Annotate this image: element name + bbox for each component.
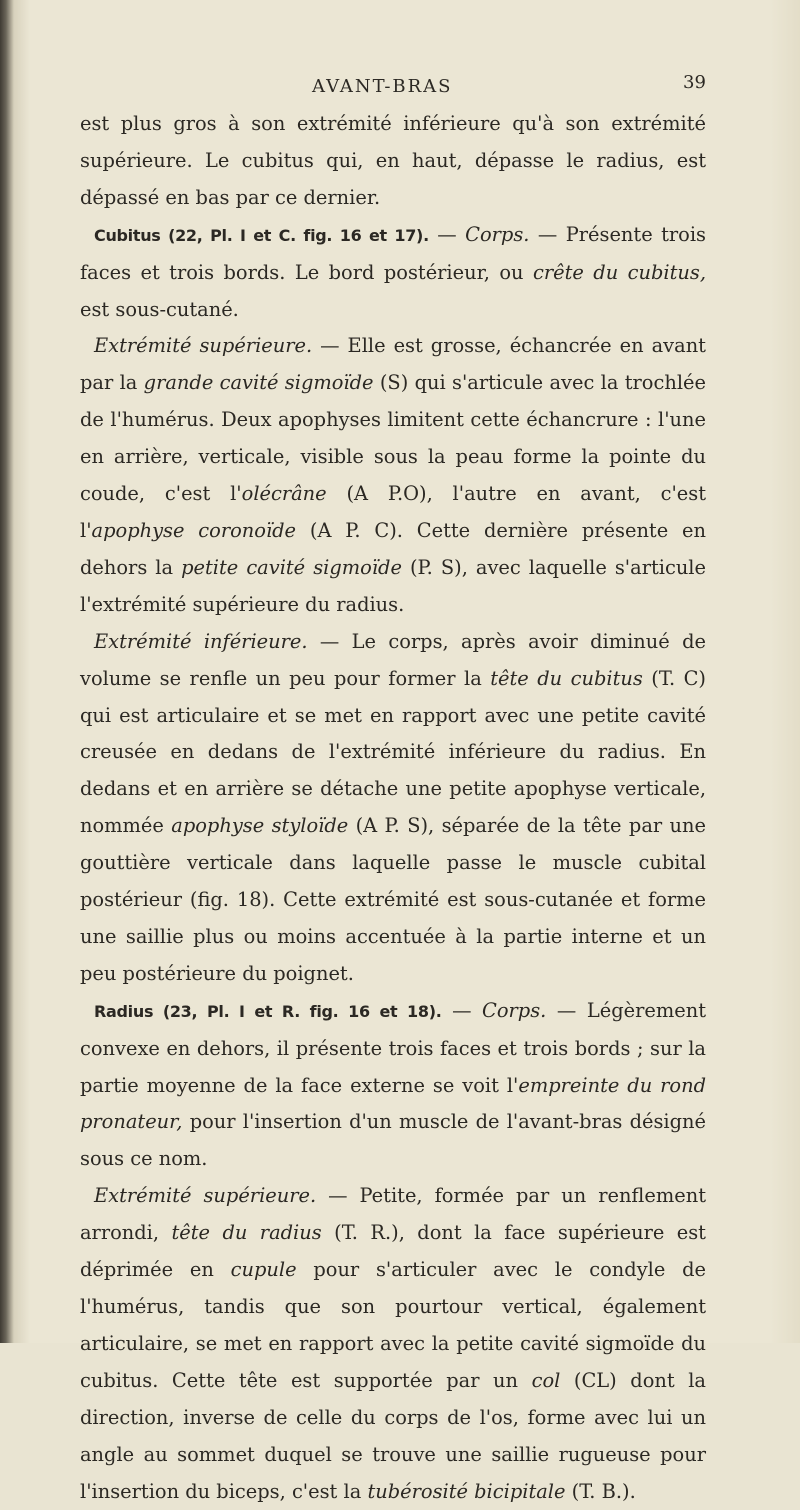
italic-term: cupule <box>230 1258 297 1282</box>
paragraph <box>80 1178 706 1510</box>
text-run: est sous-cutané. <box>80 297 239 321</box>
section-heading: Cubitus (22, Pl. I et C. fig. 16 et 17). <box>94 225 429 245</box>
text-run: (A P. S), séparée de la tête par une gouttière verticale dans laquelle passe le muscle cubital postérieur (fig. 18). Cette extrémité est sous-cutanée et forme une saillie plus ou moins accentuée à la partie interne et un peu postérieure du poignet. <box>80 814 706 985</box>
text-run: (T. C) qui est articulaire et se met en rapport avec une petite cavité creusée en dedans de l'extrémité inférieure du radius. En dedans et en arrière se détache une petite apophyse verticale, nommée <box>80 666 706 838</box>
text-run: — Le corps, après avoir diminué de volume se renfle un peu pour former la <box>80 629 706 690</box>
paragraph <box>80 993 706 1179</box>
italic-term: col <box>531 1368 561 1392</box>
italic-term: grande cavité sigmoïde <box>143 371 374 395</box>
text-run: — Légèrement convexe en dehors, il présente trois faces et trois bords ; sur la partie moyenne de la face externe se voit l' <box>80 998 706 1097</box>
text-run: — <box>428 222 466 246</box>
text-run: pour s'articuler avec le condyle de l'humérus, tandis que son pourtour vertical, également articulaire, se met en rapport avec la petite cavité sigmoïde du cubitus. Cette tête est supportée par un <box>80 1258 706 1392</box>
italic-term: Extrémité supérieure. <box>94 1184 317 1208</box>
page-header <box>0 72 800 102</box>
text-run: est plus gros à son extrémité inférieure qu'à son extrémité supérieure. Le cubitus qui, en haut, dépasse le radius, est dépassé en bas par ce dernier. <box>80 112 706 209</box>
italic-term: tête du cubitus <box>490 666 643 690</box>
paragraph <box>80 106 706 217</box>
italic-term: Corps. <box>482 998 547 1022</box>
italic-term: petite cavité sigmoïde <box>181 555 402 579</box>
text-run: — <box>441 998 483 1022</box>
text-run: (CL) dont la direction, inverse de celle du corps de l'os, forme avec lui un angle au sommet duquel se trouve une saillie rugueuse pour l'insertion du biceps, c'est la <box>80 1368 706 1503</box>
text-run: (P. S), avec laquelle s'articule l'extrémité supérieure du radius. <box>80 555 706 616</box>
text-run: (T. B.). <box>565 1479 636 1503</box>
page-number: 39 <box>683 72 706 93</box>
text-run: (A P.O), l'autre en avant, c'est l' <box>80 482 707 542</box>
italic-term: Corps. <box>465 222 530 246</box>
italic-term: Extrémité supérieure. <box>94 334 313 358</box>
text-run: pour l'insertion d'un muscle de l'avant-bras désigné sous ce nom. <box>80 1110 706 1171</box>
text-run: — Elle est grosse, échancrée en avant par la <box>80 334 706 395</box>
body-text <box>80 106 706 1510</box>
section-heading: Radius (23, Pl. I et R. fig. 16 et 18). <box>94 1001 442 1021</box>
text-run: (A P. C). Cette dernière présente en dehors la <box>80 518 706 579</box>
text-run: (S) qui s'articule avec la trochlée de l'humérus. Deux apophyses limitent cette échancrure : l'une en arrière, verticale, visible sous la peau forme la pointe du coude, c'est l' <box>80 371 706 506</box>
italic-term: tubérosité bicipitale <box>367 1479 566 1503</box>
running-title: AVANT-BRAS <box>312 76 453 97</box>
italic-term: olécrâne <box>241 482 327 506</box>
paragraph <box>80 328 706 623</box>
paragraph <box>80 217 706 329</box>
text-run: — Petite, formée par un renflement arrondi, <box>80 1184 706 1245</box>
text-run: — Présente trois faces et trois bords. Le bord postérieur, ou <box>80 222 707 284</box>
italic-term: apophyse styloïde <box>171 814 349 838</box>
italic-term: tête du radius <box>171 1221 322 1245</box>
italic-term: empreinte du rond pronateur, <box>80 1073 706 1134</box>
italic-term: apophyse coronoïde <box>91 518 297 542</box>
text-run: (T. R.), dont la face supérieure est déprimée en <box>80 1221 706 1282</box>
italic-term: Extrémité inférieure. <box>94 629 308 653</box>
italic-term: crête du cubitus, <box>532 260 706 284</box>
paragraph <box>80 624 706 993</box>
